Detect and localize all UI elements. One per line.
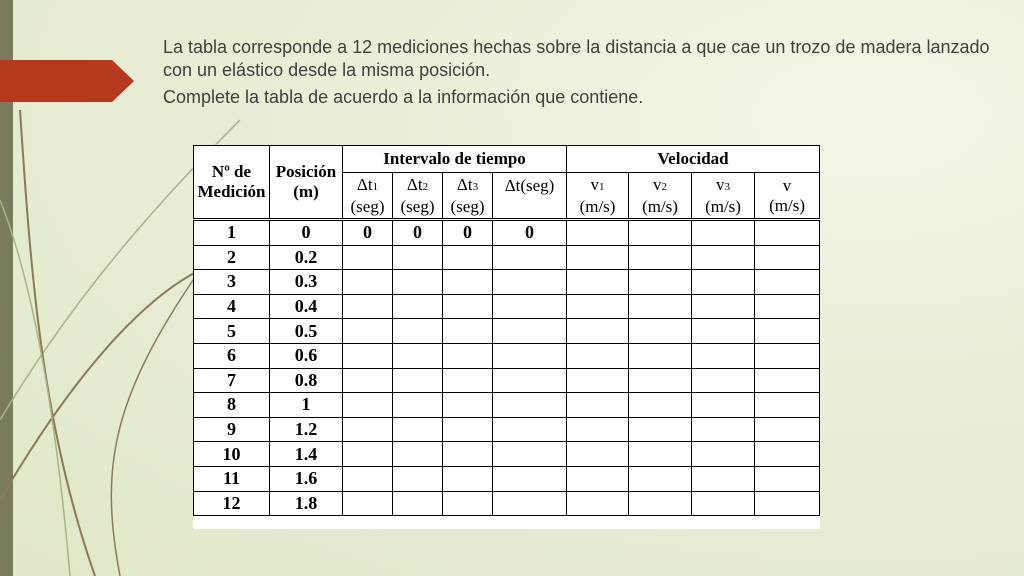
cell-dt3 (443, 343, 493, 368)
paragraph-instruction: Complete la tabla de acuerdo a la información que contiene. (163, 87, 644, 107)
table-row (194, 466, 820, 491)
cell-dt (493, 368, 567, 393)
slide-text (163, 36, 1003, 109)
cell-number: 5 (194, 319, 270, 344)
header-v1: v1 (m/s) (567, 173, 629, 220)
table-row (194, 343, 820, 368)
cell-dt3 (443, 368, 493, 393)
cell-position: 1.8 (270, 491, 343, 516)
cell-v1 (567, 442, 629, 467)
measurement-table-container (193, 145, 820, 529)
cell-v3 (692, 442, 755, 467)
cell-dt3 (443, 417, 493, 442)
cell-v2 (629, 294, 692, 319)
cell-v2 (629, 343, 692, 368)
cell-v1 (567, 294, 629, 319)
cell-v3 (692, 417, 755, 442)
cell-dt: 0 (493, 220, 567, 246)
cell-dt1 (343, 442, 393, 467)
cell-number: 11 (194, 466, 270, 491)
measurement-table (193, 145, 820, 516)
cell-dt3 (443, 270, 493, 295)
cell-dt2 (393, 491, 443, 516)
cell-v3 (692, 294, 755, 319)
cell-number: 7 (194, 368, 270, 393)
table-row (194, 294, 820, 319)
table-row (194, 368, 820, 393)
cell-v2 (629, 442, 692, 467)
cell-v3 (692, 270, 755, 295)
table-row (194, 491, 820, 516)
cell-dt1 (343, 491, 393, 516)
cell-v1 (567, 270, 629, 295)
cell-v2 (629, 466, 692, 491)
cell-number: 1 (194, 220, 270, 246)
cell-v2 (629, 270, 692, 295)
header-v: v (m/s) (755, 173, 820, 220)
cell-dt (493, 491, 567, 516)
cell-dt1 (343, 466, 393, 491)
cell-v1 (567, 319, 629, 344)
cell-dt (493, 294, 567, 319)
cell-number: 6 (194, 343, 270, 368)
header-pos-line1: Posición (275, 162, 337, 181)
cell-v (755, 368, 820, 393)
cell-position: 0.8 (270, 368, 343, 393)
cell-number: 12 (194, 491, 270, 516)
cell-v (755, 393, 820, 418)
cell-v3 (692, 245, 755, 270)
cell-v (755, 491, 820, 516)
cell-dt1 (343, 343, 393, 368)
cell-v1 (567, 491, 629, 516)
cell-v3 (692, 393, 755, 418)
curve-3 (111, 270, 200, 576)
cell-v1 (567, 220, 629, 246)
cell-v3 (692, 220, 755, 246)
cell-v1 (567, 343, 629, 368)
cell-dt (493, 270, 567, 295)
header-dt1: Δt1 (seg) (343, 173, 393, 220)
cell-position: 1.6 (270, 466, 343, 491)
header-pos-line2: (m) (293, 182, 319, 201)
cell-dt2 (393, 466, 443, 491)
curve-4 (20, 110, 95, 576)
cell-v1 (567, 466, 629, 491)
cell-number: 2 (194, 245, 270, 270)
cell-position: 0 (270, 220, 343, 246)
cell-dt2 (393, 343, 443, 368)
cell-v1 (567, 245, 629, 270)
cell-dt2 (393, 270, 443, 295)
cell-dt (493, 343, 567, 368)
table-row (194, 319, 820, 344)
cell-number: 4 (194, 294, 270, 319)
cell-dt3 (443, 491, 493, 516)
header-dt3: Δt3 (seg) (443, 173, 493, 220)
header-v2: v2 (m/s) (629, 173, 692, 220)
header-dt2: Δt2 (seg) (393, 173, 443, 220)
cell-dt3 (443, 442, 493, 467)
title-arrow-shape (0, 60, 140, 104)
cell-dt1 (343, 417, 393, 442)
cell-v1 (567, 417, 629, 442)
table-row (194, 393, 820, 418)
cell-dt3 (443, 393, 493, 418)
cell-v2 (629, 417, 692, 442)
cell-v2 (629, 319, 692, 344)
table-row (194, 245, 820, 270)
cell-dt2 (393, 368, 443, 393)
curve-5 (0, 200, 70, 576)
cell-dt1 (343, 368, 393, 393)
cell-position: 1.2 (270, 417, 343, 442)
table-row (194, 417, 820, 442)
cell-v3 (692, 466, 755, 491)
cell-number: 9 (194, 417, 270, 442)
cell-position: 0.6 (270, 343, 343, 368)
cell-dt (493, 393, 567, 418)
cell-v3 (692, 491, 755, 516)
header-dt: Δt(seg) (493, 173, 567, 220)
cell-dt1 (343, 319, 393, 344)
table-row (194, 270, 820, 295)
cell-dt2: 0 (393, 220, 443, 246)
cell-dt (493, 417, 567, 442)
cell-v (755, 294, 820, 319)
cell-dt2 (393, 245, 443, 270)
cell-v (755, 319, 820, 344)
header-measurement-number (194, 146, 270, 220)
cell-number: 3 (194, 270, 270, 295)
paragraph-description: La tabla corresponde a 12 mediciones hechas sobre la distancia a que cae un trozo de madera lanzado con un elástico desde la misma posición. (163, 37, 990, 80)
cell-dt (493, 466, 567, 491)
cell-v3 (692, 368, 755, 393)
cell-dt2 (393, 393, 443, 418)
header-velocity: Velocidad (567, 146, 820, 173)
header-time-interval: Intervalo de tiempo (343, 146, 567, 173)
cell-position: 0.4 (270, 294, 343, 319)
cell-dt3 (443, 294, 493, 319)
cell-v (755, 466, 820, 491)
cell-number: 10 (194, 442, 270, 467)
cell-dt2 (393, 417, 443, 442)
cell-v (755, 270, 820, 295)
header-num-line2: Medición (197, 182, 266, 201)
cell-dt3 (443, 245, 493, 270)
cell-dt1: 0 (343, 220, 393, 246)
cell-dt2 (393, 319, 443, 344)
cell-v2 (629, 491, 692, 516)
cell-position: 0.3 (270, 270, 343, 295)
cell-dt2 (393, 442, 443, 467)
cell-v2 (629, 368, 692, 393)
cell-v1 (567, 368, 629, 393)
cell-dt1 (343, 294, 393, 319)
cell-dt (493, 245, 567, 270)
cell-dt1 (343, 393, 393, 418)
cell-v2 (629, 220, 692, 246)
cell-v (755, 245, 820, 270)
cell-v2 (629, 393, 692, 418)
cell-v (755, 417, 820, 442)
cell-v3 (692, 343, 755, 368)
cell-v2 (629, 245, 692, 270)
cell-dt3 (443, 319, 493, 344)
header-v3: v3 (m/s) (692, 173, 755, 220)
cell-dt1 (343, 245, 393, 270)
cell-position: 1.4 (270, 442, 343, 467)
curve-2 (0, 270, 200, 500)
cell-position: 1 (270, 393, 343, 418)
cell-position: 0.5 (270, 319, 343, 344)
cell-dt2 (393, 294, 443, 319)
cell-v (755, 220, 820, 246)
cell-dt3: 0 (443, 220, 493, 246)
cell-dt (493, 319, 567, 344)
cell-v1 (567, 393, 629, 418)
header-num-line1: Nº de (211, 162, 252, 181)
cell-v (755, 343, 820, 368)
cell-v (755, 442, 820, 467)
header-position (270, 146, 343, 220)
cell-dt3 (443, 466, 493, 491)
cell-dt1 (343, 270, 393, 295)
table-row (194, 442, 820, 467)
cell-dt (493, 442, 567, 467)
cell-position: 0.2 (270, 245, 343, 270)
cell-v3 (692, 319, 755, 344)
cell-number: 8 (194, 393, 270, 418)
table-row (194, 220, 820, 246)
